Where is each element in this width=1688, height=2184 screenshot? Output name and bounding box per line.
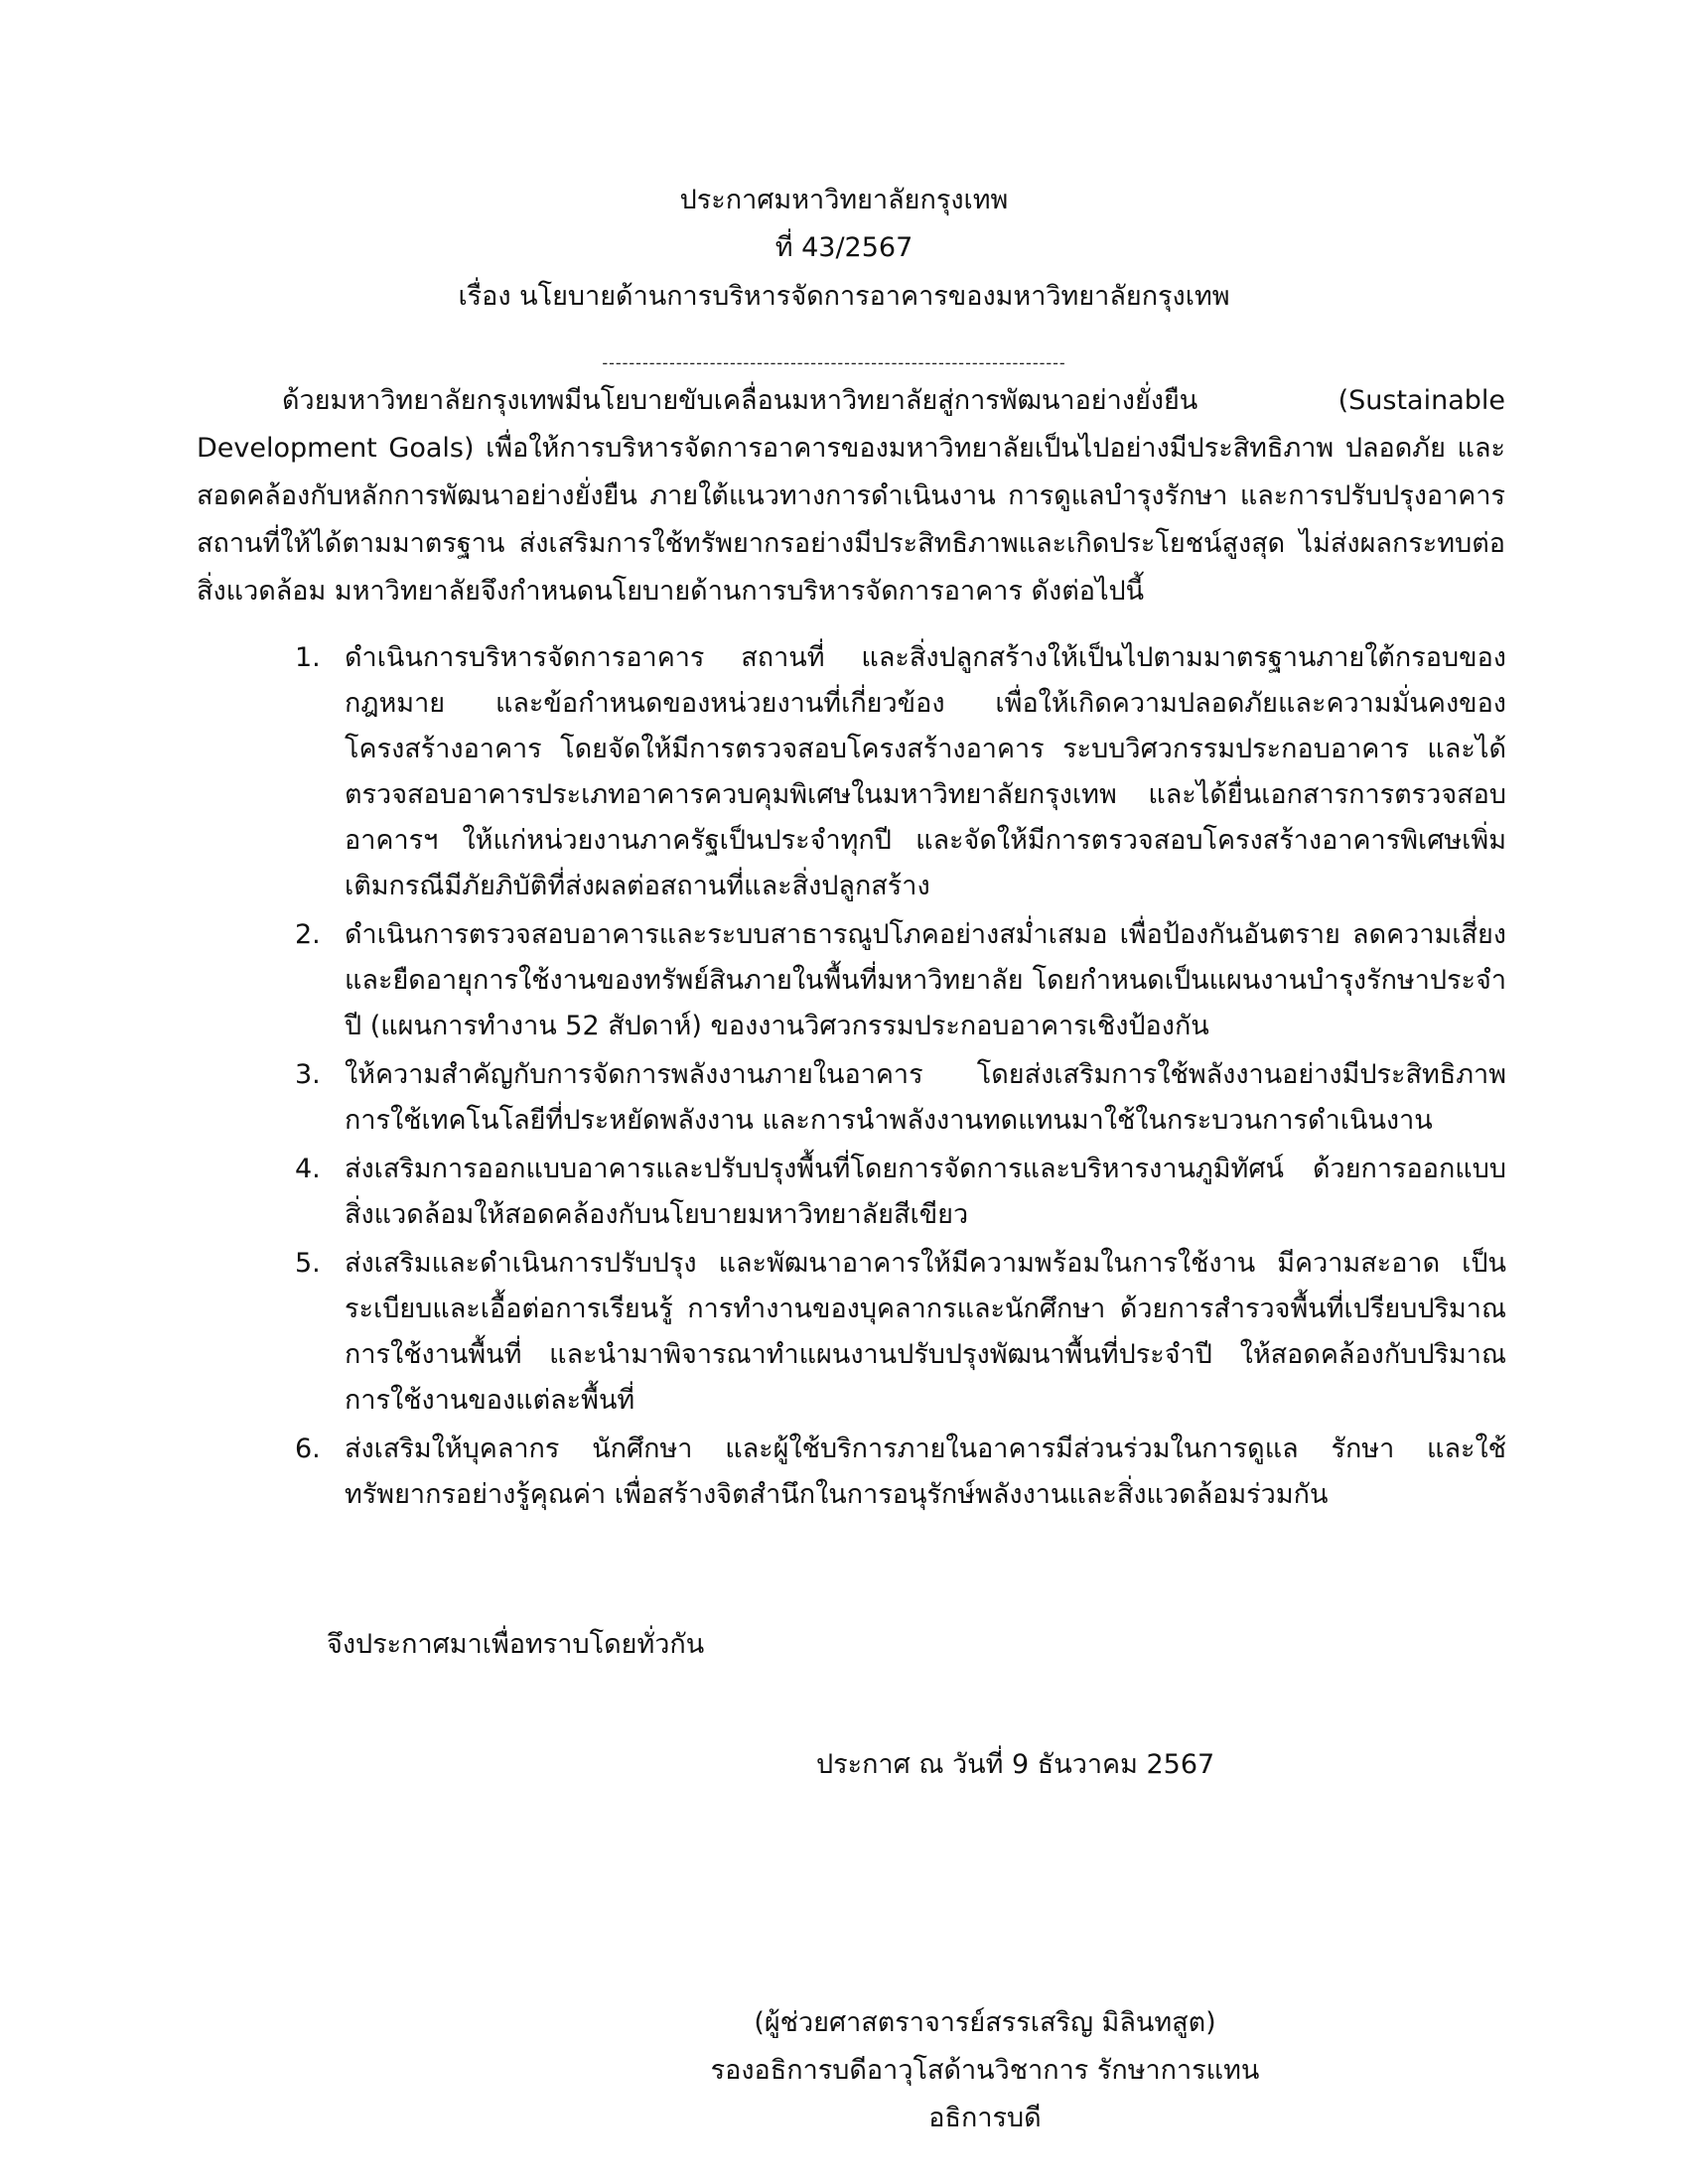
policy-item-text: ส่งเสริมให้บุคลากร นักศึกษา และผู้ใช้บริการภายในอาคารมีส่วนร่วมในการดูแล รักษา และใช้ทรัพยากรอย่างรู้คุณค่า เพื่อสร้างจิตสำนึกในการอนุรักษ์พลังงานและสิ่งแวดล้อมร่วมกัน <box>345 1433 1506 1510</box>
policy-item-number: 2. <box>295 919 321 950</box>
policy-item <box>293 1427 1506 1518</box>
announcement-date: ประกาศ ณ วันที่ 9 ธันวาคม 2567 <box>816 1749 1215 1780</box>
header-separator: --------------------------------------------------------------------- <box>602 353 1066 372</box>
announcement-subject: เรื่อง นโยบายด้านการบริหารจัดการอาคารของมหาวิทยาลัยกรุงเทพ <box>458 281 1230 312</box>
announcement-number: ที่ 43/2567 <box>774 232 914 263</box>
closing-statement: จึงประกาศมาเพื่อทราบโดยทั่วกัน <box>327 1629 705 1660</box>
policy-item <box>293 1241 1506 1424</box>
signatory-title: อธิการบดี <box>928 2103 1042 2133</box>
signatory-name: (ผู้ช่วยศาสตราจารย์สรรเสริญ มิลินทสูต) <box>754 2007 1216 2038</box>
intro-paragraph: ด้วยมหาวิทยาลัยกรุงเทพมีนโยบายขับเคลื่อนมหาวิทยาลัยสู่การพัฒนาอย่างยั่งยืน (Sustainable Development Goals) เพื่อให้การบริหารจัดการอาคารของมหาวิทยาลัยเป็นไปอย่างมีประสิทธิภาพ ปลอดภัย และสอดคล้องกับหลักการพัฒนาอย่างยั่งยืน ภายใต้แนวทางการดำเนินงาน การดูแลบำรุงรักษา และการปรับปรุงอาคารสถานที่ให้ได้ตามมาตรฐาน ส่งเสริมการใช้ทรัพยากรอย่างมีประสิทธิภาพและเกิดประโยชน์สูงสุด ไม่ส่งผลกระทบต่อสิ่งแวดล้อม มหาวิทยาลัยจึงกำหนดนโยบายด้านการบริหารจัดการอาคาร ดังต่อไปนี้ <box>197 385 1505 607</box>
policy-item <box>293 912 1506 1049</box>
policy-item-number: 6. <box>295 1433 321 1464</box>
policy-list <box>293 635 1506 1521</box>
policy-item-number: 4. <box>295 1154 321 1184</box>
signatory-position: รองอธิการบดีอาวุโสด้านวิชาการ รักษาการแทน <box>710 2055 1260 2086</box>
announcement-title: ประกาศมหาวิทยาลัยกรุงเทพ <box>679 185 1009 215</box>
policy-item-text: ดำเนินการบริหารจัดการอาคาร สถานที่ และสิ่งปลูกสร้างให้เป็นไปตามมาตรฐานภายใต้กรอบของกฎหมาย และข้อกำหนดของหน่วยงานที่เกี่ยวข้อง เพื่อให้เกิดความปลอดภัยและความมั่นคงของโครงสร้างอาคาร โดยจัดให้มีการตรวจสอบโครงสร้างอาคาร ระบบวิศวกรรมประกอบอาคาร และได้ตรวจสอบอาคารประเภทอาคารควบคุมพิเศษในมหาวิทยาลัยกรุงเทพ และได้ยื่นเอกสารการตรวจสอบอาคารฯ ให้แก่หน่วยงานภาครัฐเป็นประจำทุกปี และจัดให้มีการตรวจสอบโครงสร้างอาคารพิเศษเพิ่มเติมกรณีมีภัยภิบัติที่ส่งผลต่อสถานที่และสิ่งปลูกสร้าง <box>345 642 1506 901</box>
policy-item-number: 1. <box>295 642 321 673</box>
policy-item <box>293 1052 1506 1144</box>
policy-item-number: 3. <box>295 1059 321 1090</box>
policy-item-text: ให้ความสำคัญกับการจัดการพลังงานภายในอาคาร โดยส่งเสริมการใช้พลังงานอย่างมีประสิทธิภาพการใช้เทคโนโลยีที่ประหยัดพลังงาน และการนำพลังงานทดแทนมาใช้ในกระบวนการดำเนินงาน <box>345 1059 1506 1136</box>
policy-item-number: 5. <box>295 1248 321 1279</box>
policy-item-text: ส่งเสริมการออกแบบอาคารและปรับปรุงพื้นที่โดยการจัดการและบริหารงานภูมิทัศน์ ด้วยการออกแบบสิ่งแวดล้อมให้สอดคล้องกับนโยบายมหาวิทยาลัยสีเขียว <box>345 1154 1506 1230</box>
policy-item <box>293 635 1506 909</box>
policy-item <box>293 1147 1506 1238</box>
policy-item-text: ส่งเสริมและดำเนินการปรับปรุง และพัฒนาอาคารให้มีความพร้อมในการใช้งาน มีความสะอาด เป็นระเบียบและเอื้อต่อการเรียนรู้ การทำงานของบุคลากรและนักศึกษา ด้วยการสำรวจพื้นที่เปรียบปริมาณการใช้งานพื้นที่ และนำมาพิจารณาทำแผนงานปรับปรุงพัฒนาพื้นที่ประจำปี ให้สอดคล้องกับปริมาณการใช้งานของแต่ละพื้นที่ <box>345 1248 1506 1416</box>
policy-item-text: ดำเนินการตรวจสอบอาคารและระบบสาธารณูปโภคอย่างสม่ำเสมอ เพื่อป้องกันอันตราย ลดความเสี่ยงและยืดอายุการใช้งานของทรัพย์สินภายในพื้นที่มหาวิทยาลัย โดยกำหนดเป็นแผนงานบำรุงรักษาประจำปี (แผนการทำงาน 52 สัปดาห์) ของงานวิศวกรรมประกอบอาคารเชิงป้องกัน <box>345 919 1506 1041</box>
